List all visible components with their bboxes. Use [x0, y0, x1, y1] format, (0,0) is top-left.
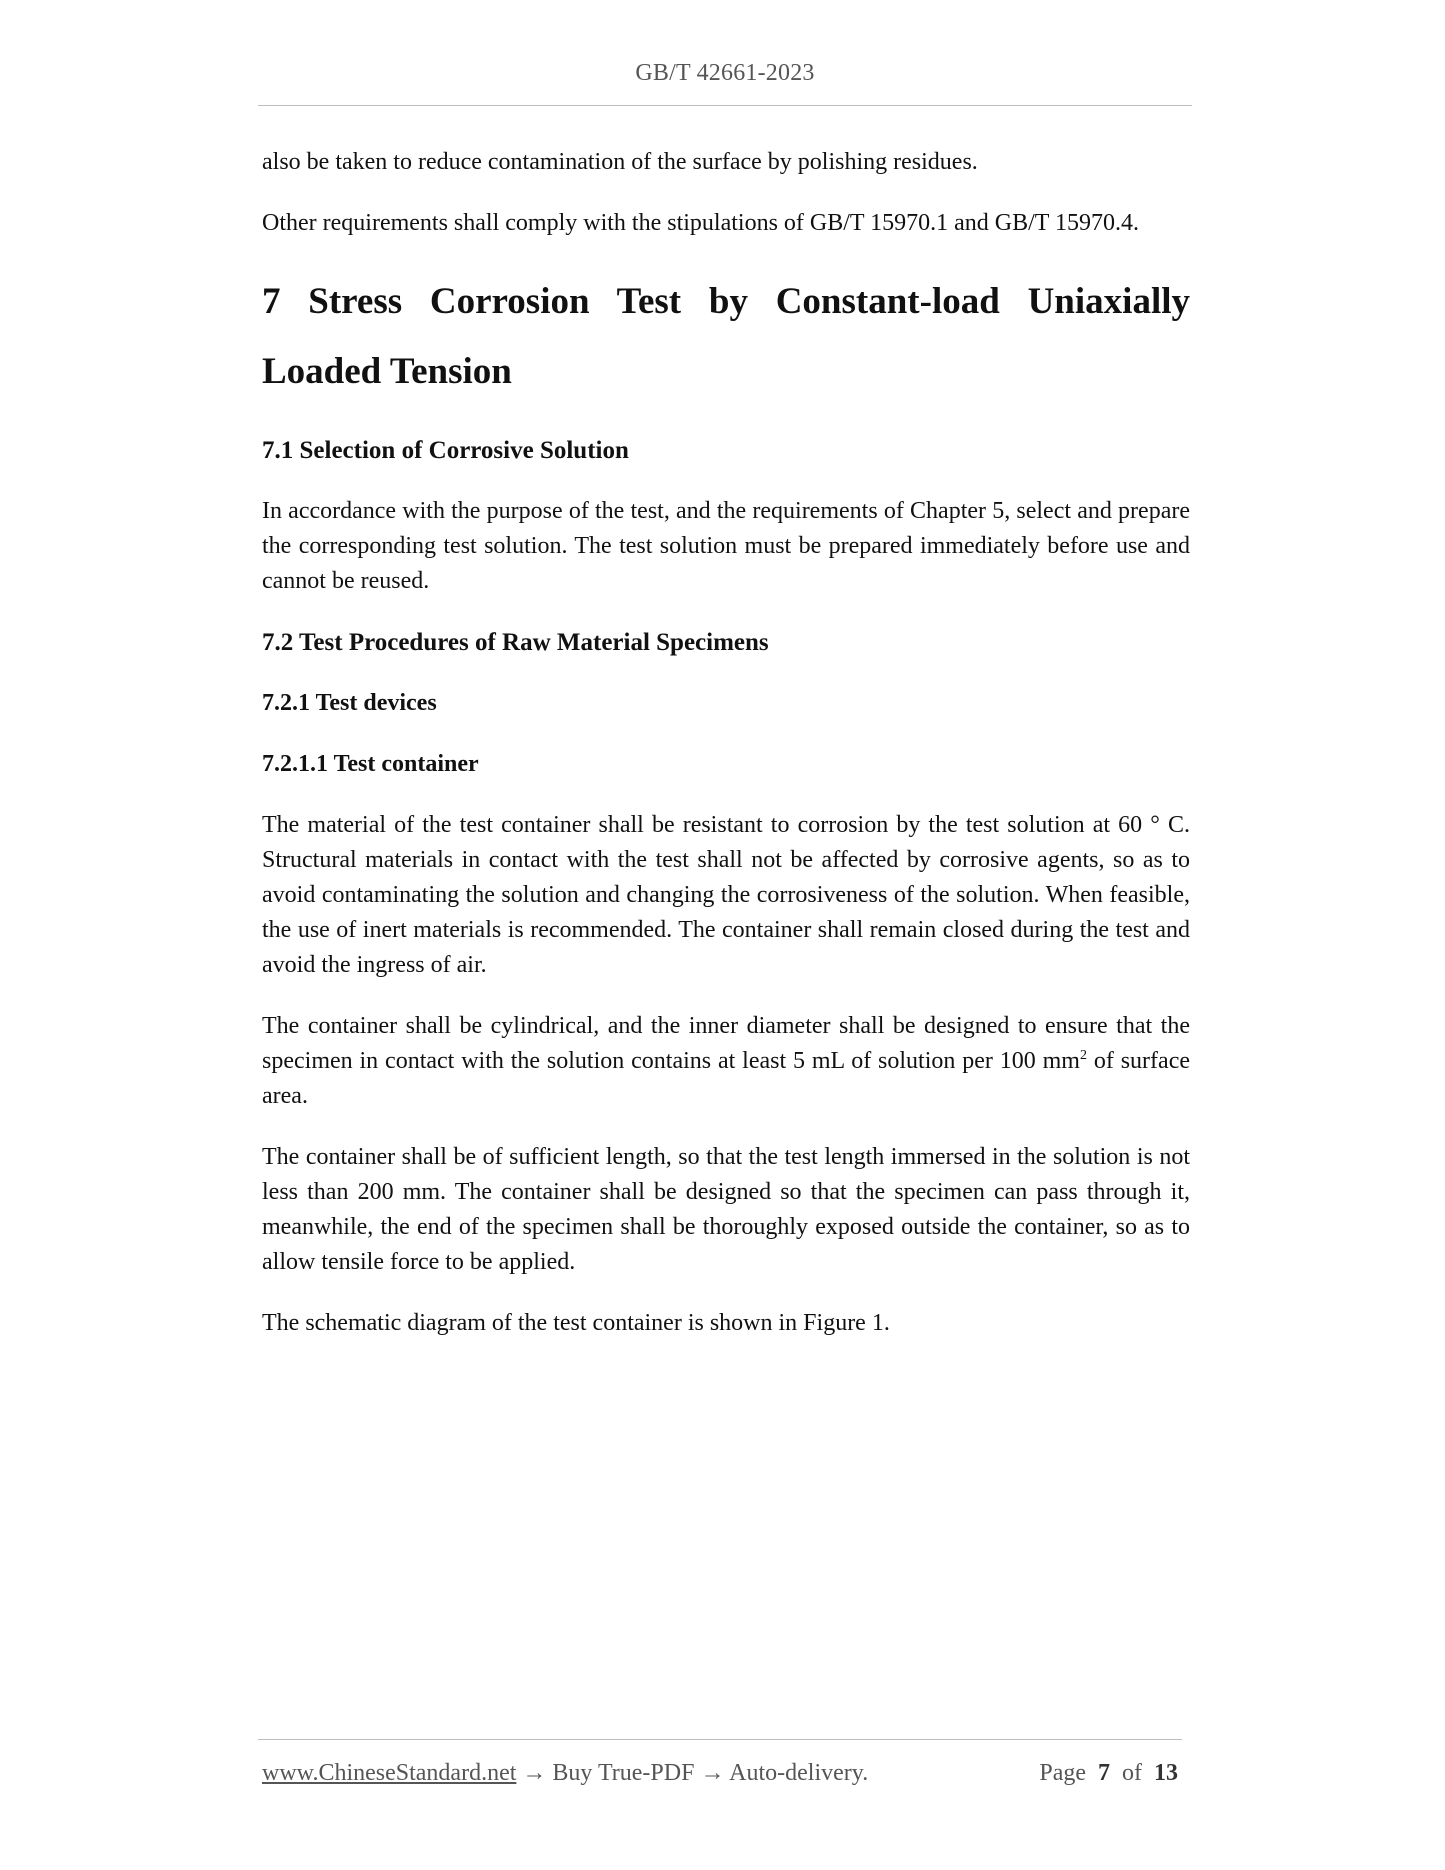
- buy-pdf-text: Buy True-PDF: [552, 1760, 695, 1786]
- cylindrical-container-paragraph: [262, 1009, 1190, 1114]
- total-pages: 13: [1154, 1760, 1178, 1786]
- page-label: Page: [1039, 1760, 1086, 1786]
- footer-divider: [258, 1739, 1182, 1740]
- page-content: [262, 145, 1190, 1367]
- arrow-right-icon: →: [700, 1760, 725, 1786]
- section-7-1-heading: 7.1 Selection of Corrosive Solution: [262, 437, 629, 464]
- footer-promo: [262, 1760, 868, 1787]
- site-link[interactable]: www.ChineseStandard.net: [262, 1760, 517, 1786]
- chapter-7-heading: 7 Stress Corrosion Test by Constant-load Uniaxially Loaded Tension: [262, 281, 1190, 392]
- section-7-2-1-1-heading: 7.2.1.1 Test container: [262, 751, 479, 777]
- of-label: of: [1122, 1760, 1142, 1786]
- cylindrical-text-end: of surface area.: [262, 1048, 1190, 1109]
- schematic-reference-paragraph: The schematic diagram of the test container is shown in Figure 1.: [262, 1310, 890, 1336]
- section-7-1-paragraph: In accordance with the purpose of the test, and the requirements of Chapter 5, select and prepare the corresponding test solution. The test solution must be prepared immediately before use and cannot be reused.: [262, 498, 1190, 594]
- container-material-paragraph: The material of the test container shall be resistant to corrosion by the test solution at 60 ° C. Structural materials in contact with the test shall not be affected by corrosive agents, so as to avoid contaminating the solution and changing the corrosiveness of the solution. When feasible, the use of inert materials is recommended. The container shall remain closed during the test and avoid the ingress of air.: [262, 812, 1190, 978]
- container-length-paragraph: The container shall be of sufficient length, so that the test length immersed in the solution is not less than 200 mm. The container shall be designed so that the specimen can pass through it, meanwhile, the end of the specimen shall be thoroughly exposed outside the container, so as to allow tensile force to be applied.: [262, 1144, 1190, 1275]
- other-requirements-paragraph: Other requirements shall comply with the stipulations of GB/T 15970.1 and GB/T 15970.4.: [262, 210, 1140, 236]
- continuation-paragraph: also be taken to reduce contamination of the surface by polishing residues.: [262, 149, 978, 175]
- header-doc-id: GB/T 42661-2023: [635, 60, 815, 86]
- header-divider: [258, 105, 1192, 106]
- section-7-2-heading: 7.2 Test Procedures of Raw Material Specimens: [262, 629, 769, 656]
- auto-delivery-text: Auto-delivery.: [729, 1760, 869, 1786]
- current-page: 7: [1098, 1760, 1110, 1786]
- arrow-right-icon: →: [522, 1760, 547, 1786]
- page-number: [1039, 1760, 1178, 1787]
- section-7-2-1-heading: 7.2.1 Test devices: [262, 690, 437, 716]
- superscript-exponent: 2: [1079, 1048, 1087, 1063]
- cylindrical-text-start: The container shall be cylindrical, and the inner diameter shall be designed to ensure that the specimen in contact with the solution contains at least 5 mL of solution per 100 mm: [262, 1013, 1190, 1074]
